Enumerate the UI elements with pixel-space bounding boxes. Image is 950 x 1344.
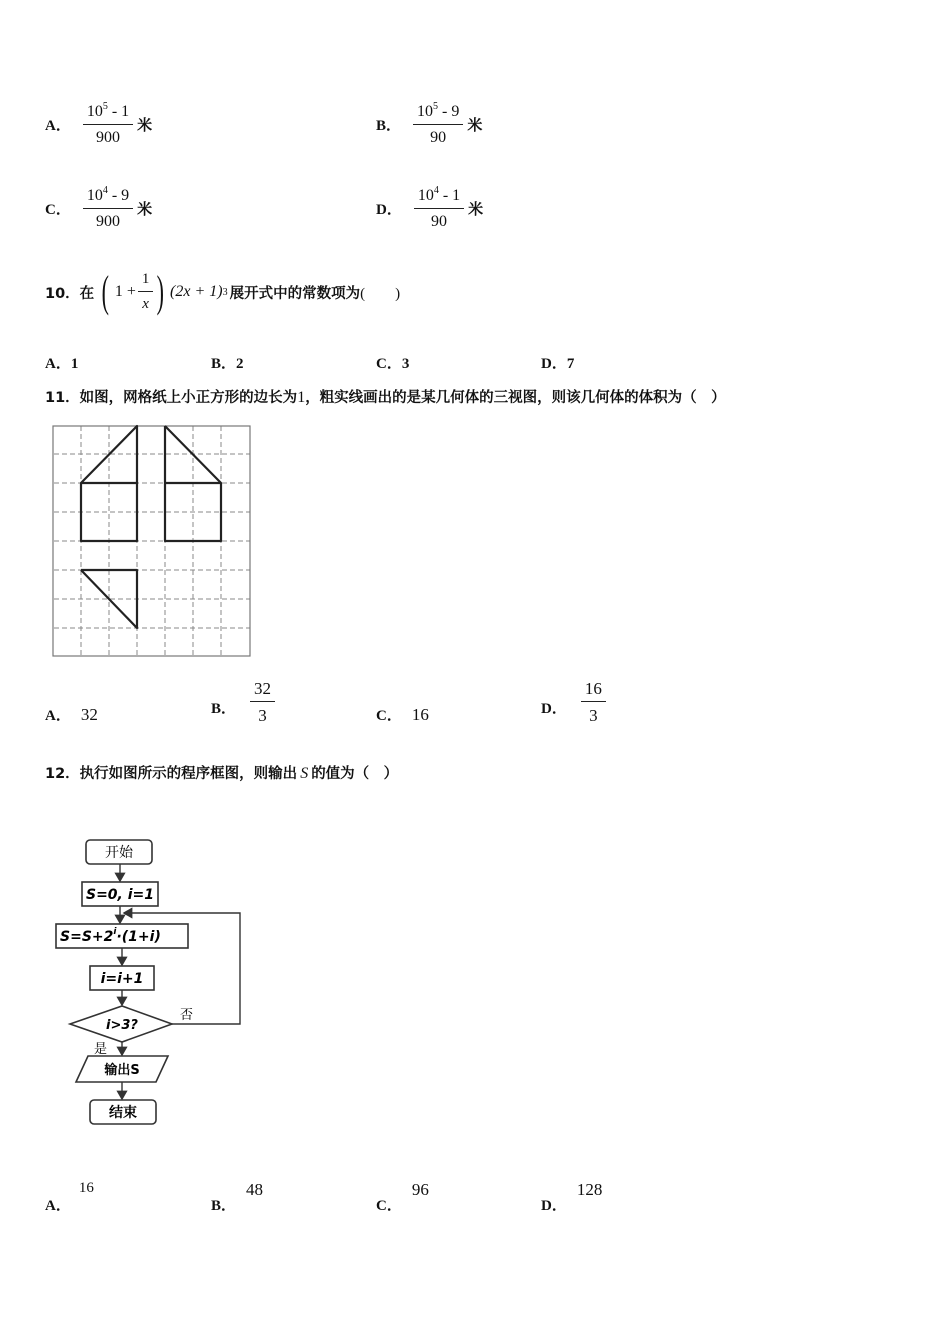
q11-option-c[interactable] xyxy=(376,704,429,725)
binomial-expression: ( 1 + $\frac{1}{x}$ ) (2x + 1) 3 xyxy=(101,267,228,316)
option-value: 96 xyxy=(411,1180,429,1199)
option-label: B． xyxy=(211,356,237,372)
question-text-rest: ，粗实线画出的是某几何体的三视图，则该几何体的体积为（ ） xyxy=(305,390,726,406)
question-10 xyxy=(45,267,401,316)
option-label: C． xyxy=(376,1198,402,1214)
q11-option-a[interactable] xyxy=(45,704,98,725)
variable-s: S xyxy=(300,765,309,782)
program-flowchart xyxy=(44,832,254,1134)
unit-meter: 米 xyxy=(467,115,483,134)
option-value: 16 xyxy=(411,704,429,724)
question-text-rest: 的值为（ ） xyxy=(311,766,399,782)
q11-option-b[interactable] xyxy=(211,680,275,724)
option-fraction: $\frac{10^4 - 9}{900}$ xyxy=(83,186,133,230)
option-value: 32 xyxy=(80,704,98,724)
flow-yes-label: 是 xyxy=(94,1042,108,1057)
q12-option-d[interactable] xyxy=(541,1180,602,1215)
option-fraction: $\frac{10^5 - 9}{90}$ xyxy=(413,102,463,146)
question-12 xyxy=(45,762,398,783)
answer-blank: ( ) xyxy=(360,285,401,302)
option-value: 1 xyxy=(70,356,79,372)
flow-output-text: 输出S xyxy=(104,1063,140,1078)
option-fraction: $\frac{10^4 - 1}{90}$ xyxy=(414,186,464,230)
option-label: D． xyxy=(541,701,567,717)
option-label: A． xyxy=(45,117,71,134)
option-label: B． xyxy=(211,1198,237,1214)
q10-option-c[interactable] xyxy=(376,352,409,373)
three-view-grid-figure xyxy=(50,424,254,660)
q12-option-b[interactable] xyxy=(211,1180,263,1215)
option-label: D． xyxy=(541,1198,567,1214)
q9-option-a[interactable] xyxy=(45,102,152,146)
option-label: C． xyxy=(45,201,71,218)
question-11 xyxy=(45,386,726,407)
unit-meter: 米 xyxy=(137,115,153,134)
q9-option-b[interactable] xyxy=(376,102,482,146)
unit-meter: 米 xyxy=(137,199,153,218)
option-value: 128 xyxy=(576,1180,603,1199)
flow-init-text: S=0, i=1 xyxy=(85,887,155,903)
q10-option-a[interactable] xyxy=(45,352,78,373)
option-label: A． xyxy=(45,1198,71,1214)
q12-option-a[interactable] xyxy=(45,1180,94,1215)
flow-end-text: 结束 xyxy=(109,1105,137,1121)
option-label: A． xyxy=(45,708,71,724)
option-fraction: $\frac{32}{3}$ xyxy=(250,680,275,724)
option-label: C． xyxy=(376,708,402,724)
unit-meter: 米 xyxy=(468,199,484,218)
question-text: 12．执行如图所示的程序框图，则输出 xyxy=(45,766,298,782)
option-value: 3 xyxy=(401,356,410,372)
option-fraction: $\frac{16}{3}$ xyxy=(581,680,606,724)
option-label: D． xyxy=(376,201,402,218)
option-label: B． xyxy=(211,701,237,717)
flow-condition-text: i>3? xyxy=(106,1018,138,1033)
flow-update-text: $S=S+2^i\cdot(1+i)$ xyxy=(60,927,161,945)
side-length: 1 xyxy=(297,389,306,406)
question-text: 展开式中的常数项为 xyxy=(229,285,361,302)
option-label: B． xyxy=(376,117,402,134)
question-number: 10．在 xyxy=(45,285,95,302)
option-label: D． xyxy=(541,356,567,372)
option-label: A． xyxy=(45,356,71,372)
option-value: 48 xyxy=(246,1180,264,1199)
option-value: 2 xyxy=(236,356,244,372)
q12-option-c[interactable] xyxy=(376,1180,429,1215)
option-value: 7 xyxy=(566,356,575,372)
question-text: 11．如图，网格纸上小正方形的边长为 xyxy=(45,390,298,406)
flow-increment-text: i=i+1 xyxy=(100,971,144,987)
option-fraction: $\frac{10^5 - 1}{900}$ xyxy=(83,102,133,146)
q10-option-d[interactable] xyxy=(541,352,574,373)
q9-option-d[interactable] xyxy=(376,186,483,230)
q10-option-b[interactable] xyxy=(211,352,244,373)
q11-option-d[interactable] xyxy=(541,680,606,724)
q9-option-c[interactable] xyxy=(45,186,152,230)
flow-start-text: 开始 xyxy=(105,845,133,861)
option-value: 16 xyxy=(78,1180,94,1196)
option-label: C． xyxy=(376,356,402,372)
flow-no-label: 否 xyxy=(180,1008,194,1023)
